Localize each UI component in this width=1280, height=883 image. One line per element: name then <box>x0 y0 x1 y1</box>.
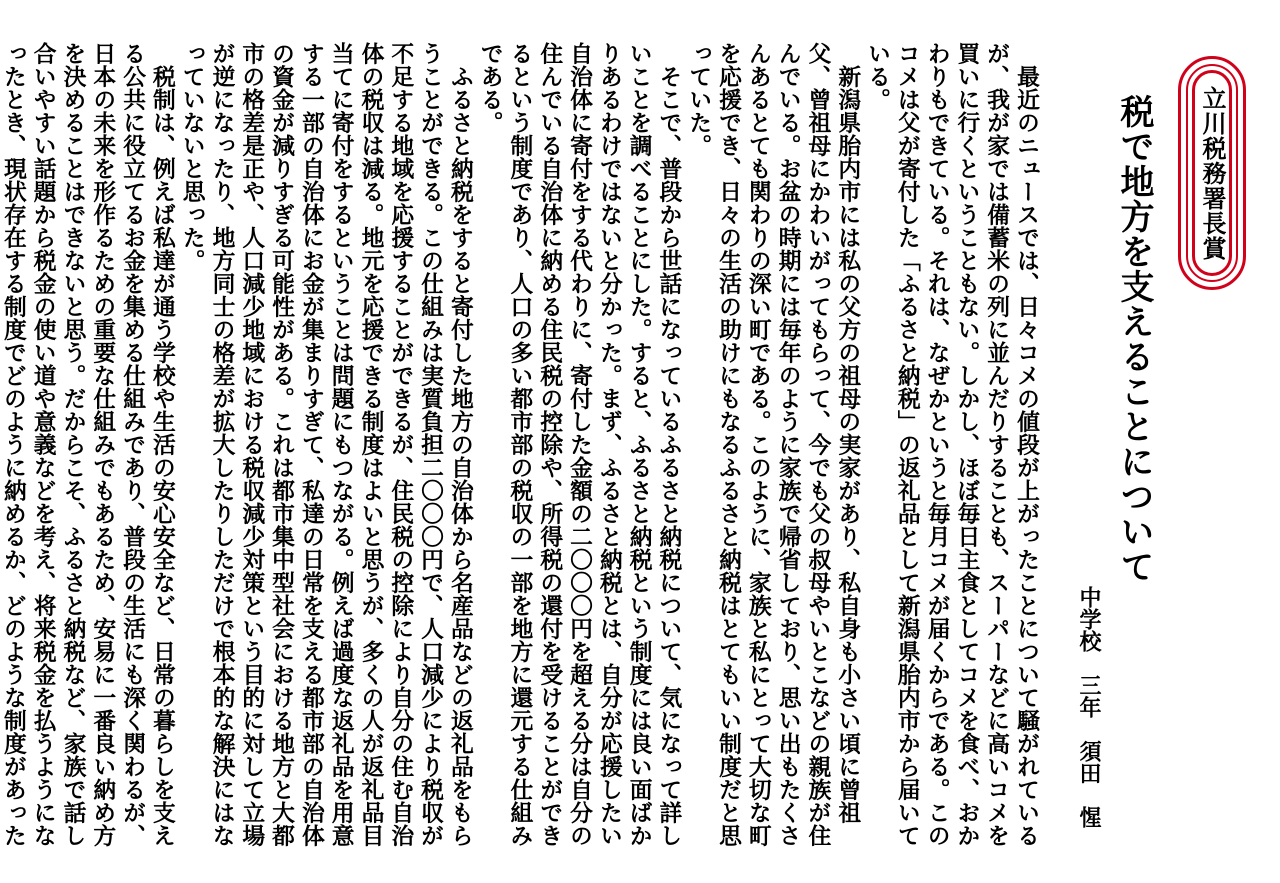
paragraph-3: そこで、普段から世話になっているふるさと納税について、気になって詳しいことを調べることにした。すると、ふるさと納税という制度には良い面ばかりあるわけではないと分かった。まず、ふるさと納税とは、自分が応援したい自治体に寄付をする代わりに、寄付した金額の二〇〇〇円を超える分は自分の住んでいる自治体に納める住民税の控除や、所得税の還付を受けることができるという制度であり、人口の多い都市部の税収の一部を地方に還元する仕組みである。 <box>476 42 682 847</box>
author-school: 中学校 <box>1076 586 1101 652</box>
essay-title: 税で地方を支えることについて <box>1114 94 1154 584</box>
paragraph-1: 最近のニュースでは、日々コメの値段が上がったことについて騒がれているが、我が家では備蓄米の列に並んだりすることも、スーパーなどに高いコメを買いに行くということもない。しかし、ほぼ毎日主食としてコメを食べ、おかわりもできている。それは、なぜかというと毎月コメが届くからである。このコメは父が寄付した「ふるさと納税」の返礼品として新潟県胎内市から届いている。 <box>864 42 1039 847</box>
essay-body <box>0 42 1040 848</box>
award-badge <box>1178 56 1246 290</box>
award-label: 立川税務署長賞 <box>1198 85 1226 261</box>
author-line <box>1068 586 1108 846</box>
author-name: 須田 惺 <box>1076 740 1101 828</box>
author-grade: 三年 <box>1076 674 1101 718</box>
award-badge-inner-border <box>1186 64 1238 282</box>
paragraph-5: 税制は、例えば私達が通う学校や生活の安心安全など、日常の暮らしを支える公共に役立てるお金を集める仕組みであり、普段の生活にも深く関わるが、日本の未来を形作るための重要な仕組みでもあるため、安易に一番良い納め方を決めることはできないと思う。だからこそ、ふるさと納税など、家族で話し合いやすい話題から税金の使い道や意義などを考え、将来税金を払うようになったとき、現状存在する制度でどのように納めるか、どのような制度があった <box>0 42 175 847</box>
paragraph-4: ふるさと納税をすると寄付した地方の自治体から名産品などの返礼品をもらうことができる。この仕組みは実質負担二〇〇〇円で、人口減少により税収が不足する地域を応援することができるが、住民税の控除により自分の住む自治体の税収は減る。地元を応援できる制度はよいと思うが、多くの人が返礼品目当てに寄付をするということは問題にもつながる。例えば過度な返礼品を用意する一部の自治体にお金が集まりすぎて、私達の日常を支える都市部の自治体の資金が減りすぎる可能性がある。これは都市集中型社会における地方と大都市の格差是正や、人口減少地域における税収減少対策という目的に対して立場が逆になったり、地方同士の格差が拡大したりしただけで根本的な解決にはなっていないと思った。 <box>178 42 473 847</box>
award-badge-core <box>1192 70 1232 276</box>
paragraph-2: 新潟県胎内市には私の父方の祖母の実家があり、私自身も小さい頃に曾祖父、曾祖母にかわいがってもらって、今でも父の叔母やいとこなどの親族が住んでいる。お盆の時期には毎年のように家族で帰省しており、思い出もたくさんあるとても関わりの深い町である。このように、家族と私にとって大切な町を応援でき、日々の生活の助けにもなるふるさと納税はとてもいい制度だと思っていた。 <box>685 42 861 847</box>
